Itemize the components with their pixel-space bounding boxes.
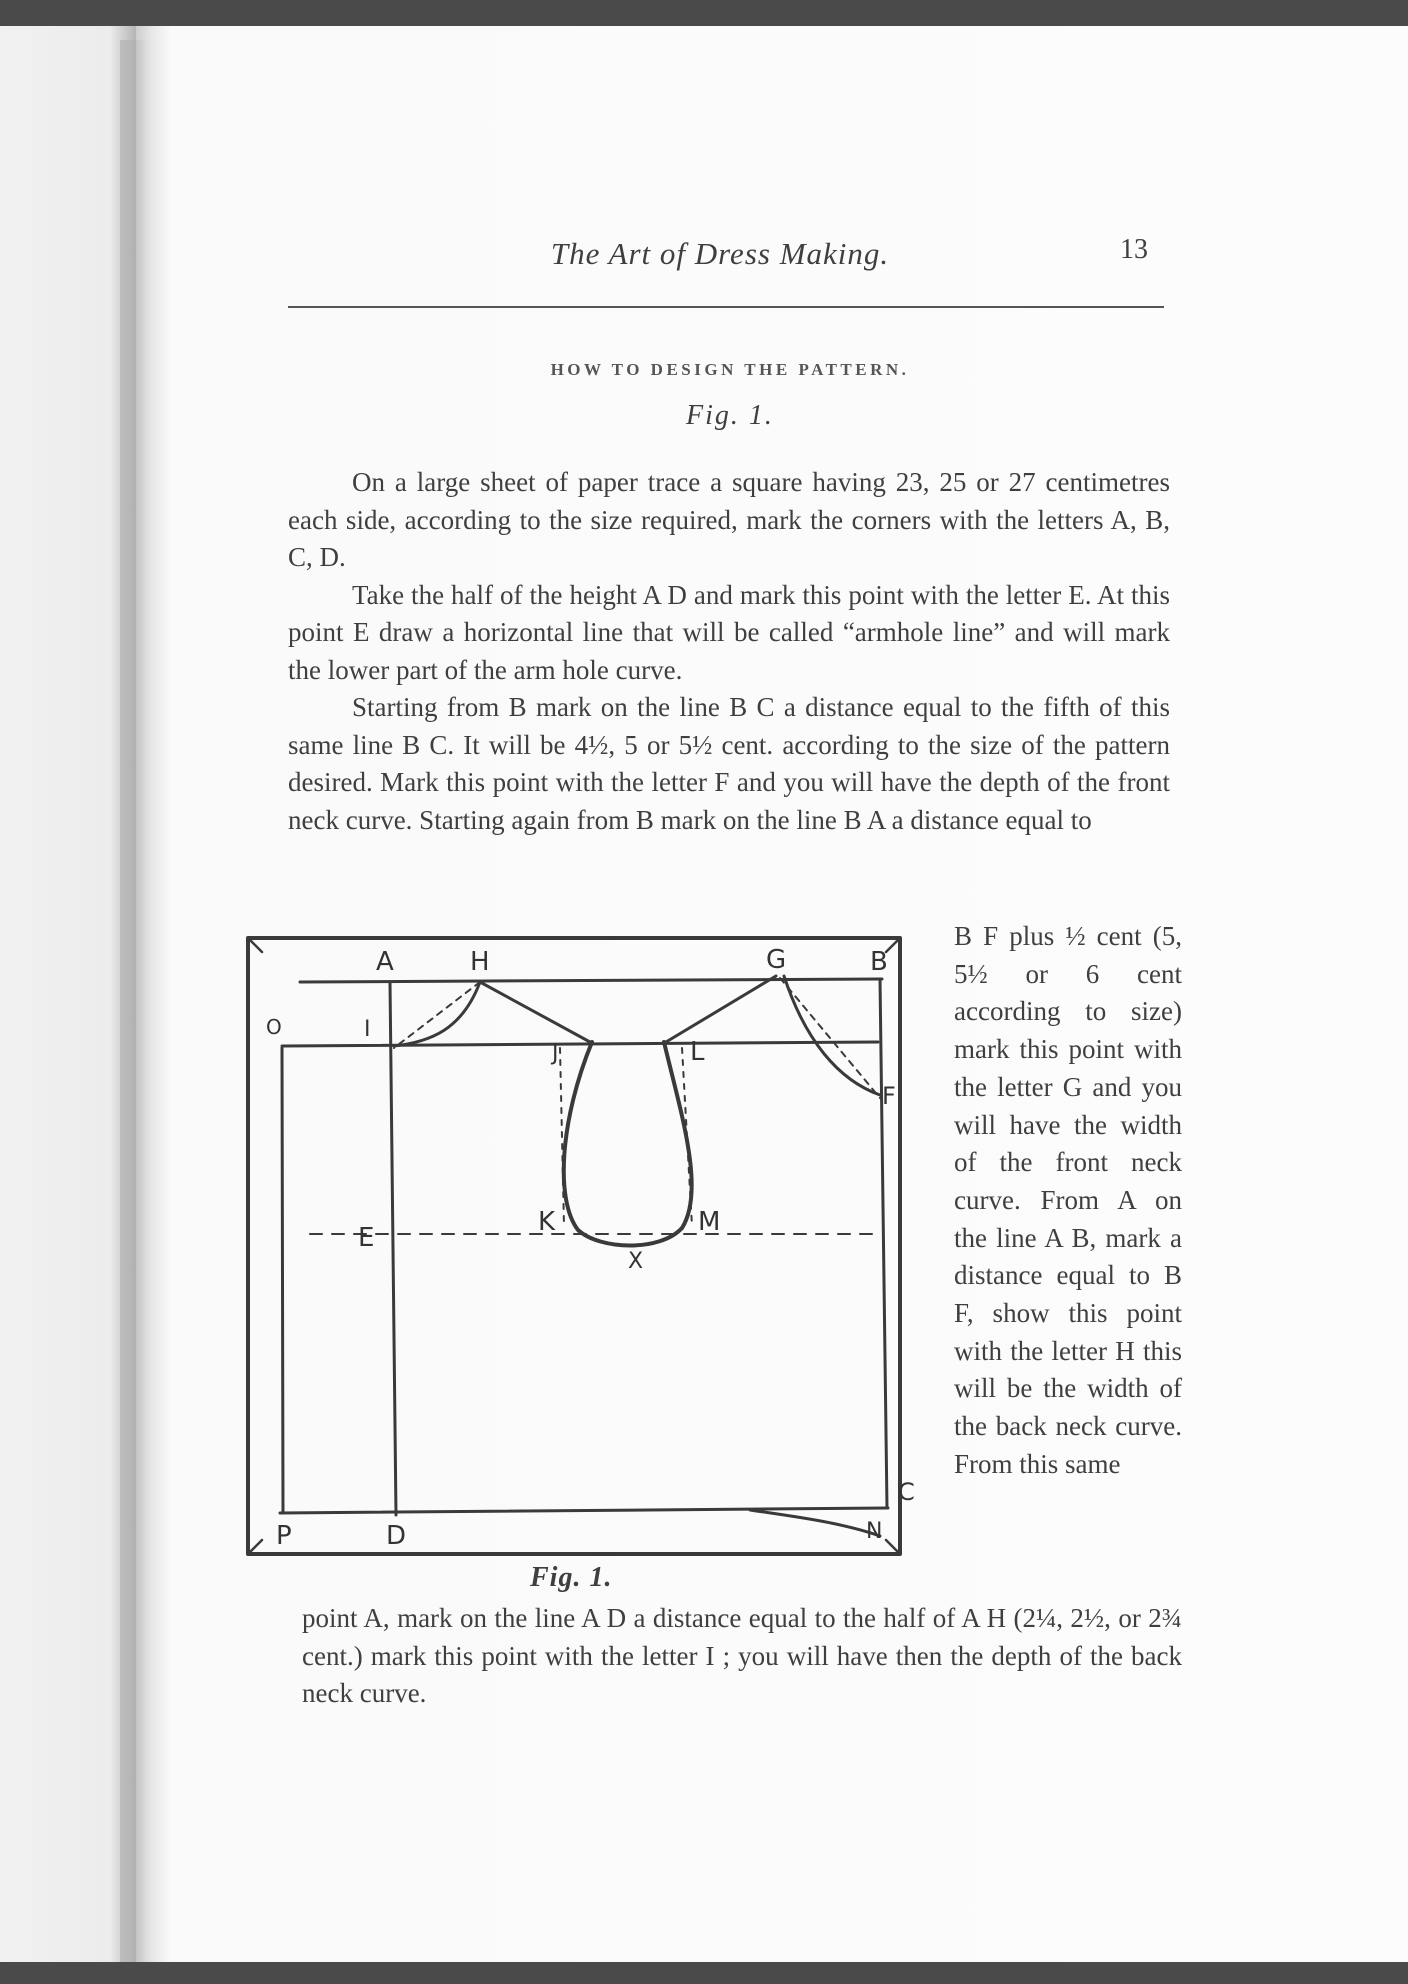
line-o-p bbox=[282, 1048, 283, 1513]
armhole-curve bbox=[564, 1042, 692, 1246]
label-j: J bbox=[552, 1041, 559, 1066]
label-f: F bbox=[882, 1082, 896, 1110]
label-c: C bbox=[898, 1478, 915, 1506]
label-k: K bbox=[538, 1207, 556, 1237]
label-n: N bbox=[866, 1519, 883, 1544]
label-h: H bbox=[470, 947, 490, 977]
paragraph: point A, mark on the line A D a distance equal to the half of A H (2¼, 2½, or 2¾ cent.) mark this point with the letter I ; you will have then the depth of the back neck curve. bbox=[302, 1603, 1182, 1708]
label-g: G bbox=[766, 945, 787, 975]
section-heading: HOW TO DESIGN THE PATTERN. bbox=[550, 360, 910, 379]
label-b: B bbox=[870, 947, 888, 977]
front-neck-curve bbox=[784, 976, 880, 1095]
figure-caption: Fig. 1. bbox=[530, 1562, 613, 1593]
line-b-c bbox=[880, 979, 887, 1508]
page-gutter-shadow bbox=[120, 40, 164, 1962]
viewer-frame-top bbox=[0, 0, 1408, 26]
header-rule bbox=[288, 306, 1164, 308]
paragraph: Take the half of the height A D and mark this point with the letter E. At this point E draw a horizontal line that will be called “armhole line” and will mark the lower part of the arm hole curve. bbox=[288, 579, 1170, 685]
paragraph: Starting from B mark on the line B C a distance equal to the fifth of this same line B C. It will be 4½, 5 or 5½ cent. according to the size of the pattern desired. Mark this point with the letter F and you will have the depth of the front neck curve. Starting again from B mark on the line B A a distance equal to bbox=[288, 692, 1170, 835]
pattern-diagram bbox=[230, 930, 920, 1565]
label-i: I bbox=[364, 1017, 371, 1042]
viewer-frame-bottom bbox=[0, 1962, 1408, 1984]
body-text-beside-figure: B F plus ½ cent (5, 5½ or 6 cent according to size) mark this point with the letter G and you will have the width of the front neck curve. From A on the line A B, mark a distance equal to B F, show this point with the letter H this will be the width of the back neck curve. From this same bbox=[954, 921, 1182, 1479]
body-text-bottom bbox=[302, 1600, 1182, 1713]
label-d: D bbox=[386, 1521, 407, 1551]
line-p-c bbox=[280, 1508, 888, 1513]
figure-reference: Fig. 1. bbox=[686, 400, 774, 431]
left-page-edge bbox=[0, 26, 136, 1962]
line-o-right bbox=[282, 1042, 878, 1046]
lower-curve-n bbox=[750, 1510, 880, 1536]
front-shoulder-line bbox=[666, 976, 776, 1042]
label-e: E bbox=[358, 1223, 375, 1253]
back-shoulder-line bbox=[480, 982, 590, 1042]
diagram-labels bbox=[266, 945, 915, 1551]
line-a-b bbox=[300, 979, 882, 982]
outer-frame bbox=[248, 938, 900, 1554]
paragraph: On a large sheet of paper trace a square having 23, 25 or 27 centimetres each side, according to the size required, mark the corners with the letters A, B, C, D. bbox=[288, 467, 1170, 572]
body-text-top bbox=[288, 464, 1170, 839]
label-o: O bbox=[266, 1015, 282, 1039]
page-number: 13 bbox=[1120, 234, 1148, 265]
label-p: P bbox=[276, 1521, 292, 1551]
label-m: M bbox=[698, 1207, 721, 1237]
line-a-d bbox=[390, 982, 396, 1515]
label-a: A bbox=[376, 947, 394, 977]
label-l: L bbox=[690, 1037, 705, 1067]
running-title: The Art of Dress Making. bbox=[550, 236, 890, 271]
label-x: X bbox=[628, 1249, 644, 1274]
